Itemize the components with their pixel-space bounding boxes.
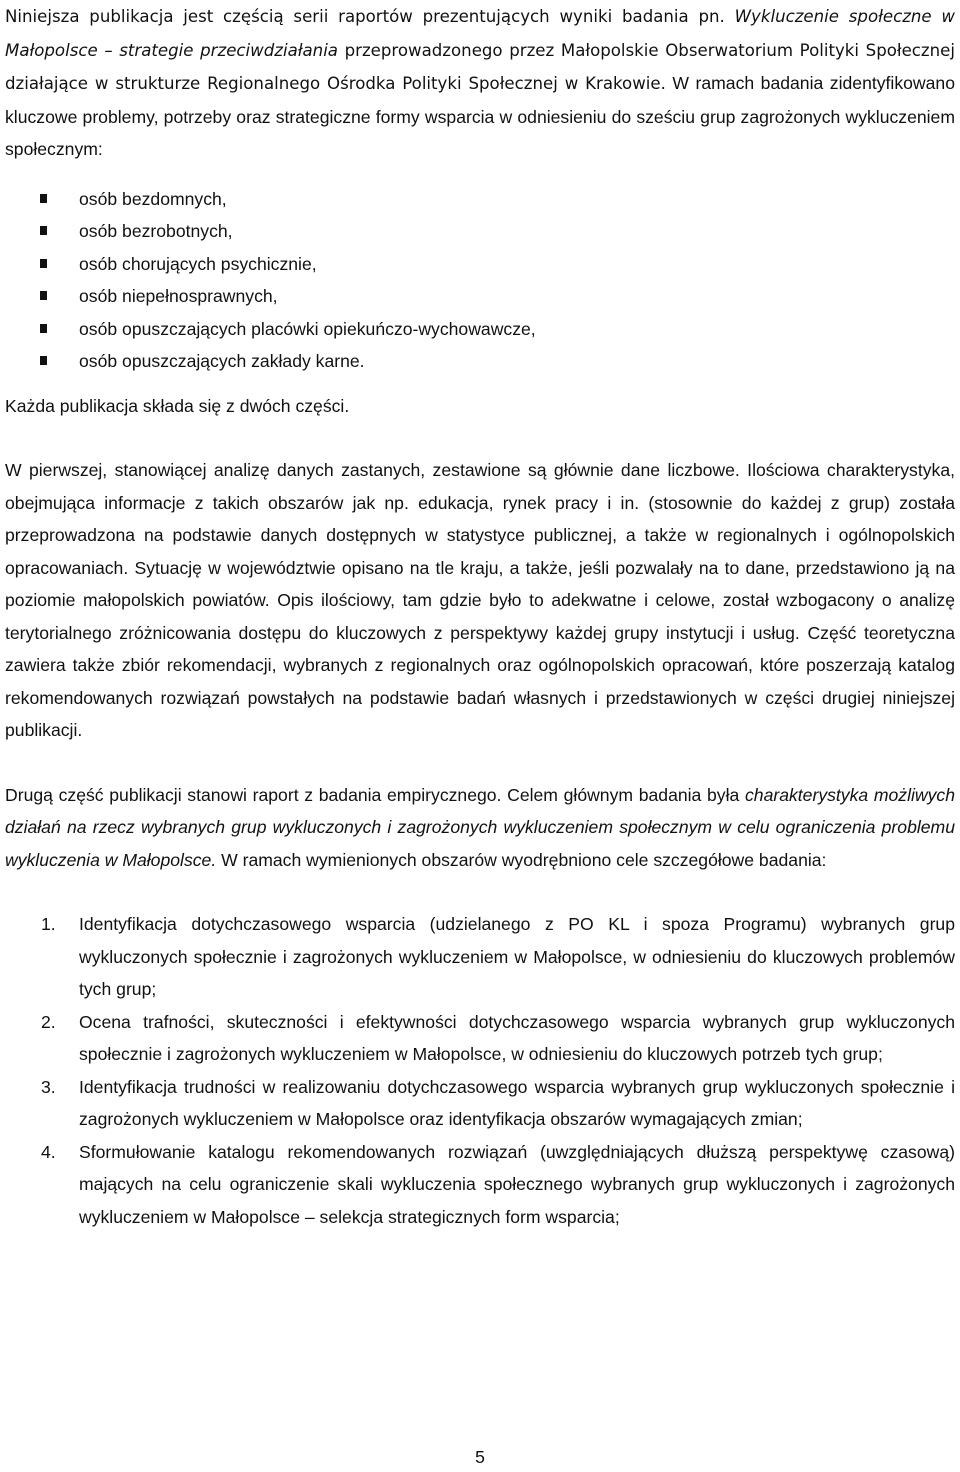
list-item: osób niepełnosprawnych, [5, 280, 955, 313]
item-number: 1. [41, 914, 56, 934]
square-bullet-icon [40, 194, 47, 203]
two-parts-paragraph: Każda publikacja składa się z dwóch części. [5, 395, 350, 416]
list-item: osób chorujących psychicznie, [5, 248, 955, 281]
groups-list [5, 183, 955, 378]
list-item: 2. Ocena trafności, skuteczności i efektywności dotychczasowego wsparcia wybranych grup wykluczonych społecznie i zagrożonych wykluczeniem w Małopolsce, w odniesieniu do kluczowych potrzeb tych grup; [5, 1006, 955, 1071]
list-item: osób bezdomnych, [5, 183, 955, 216]
second-part-tail: W ramach wymienionych obszarów wyodrębniono cele szczegółowe badania: [216, 849, 827, 870]
second-part-paragraph [5, 779, 955, 877]
main-goal: charakterystyka możliwych działań na rzecz wybranych grup wykluczonych i zagrożonych wykluczeniem społecznym w celu ograniczenia problemu wykluczenia w Małopolsce. [5, 784, 955, 870]
list-item: 3. Identyfikacja trudności w realizowaniu dotychczasowego wsparcia wybranych grup wykluczonych społecznie i zagrożonych wykluczeniem w Małopolsce oraz identyfikacja obszarów wymagających zmian; [5, 1071, 955, 1136]
page-number: 5 [475, 1447, 485, 1467]
intro-text-part3: W ramach badania zidentyfikowano kluczowe problemy, potrzeby oraz strategiczne formy wsparcia w odniesieniu do sześciu grup zagrożonych wykluczeniem społecznym: [5, 73, 955, 159]
square-bullet-icon [40, 226, 47, 235]
square-bullet-icon [40, 259, 47, 268]
item-number: 2. [41, 1011, 56, 1032]
item-number: 4. [41, 1141, 56, 1162]
item-number: 3. [41, 1076, 56, 1097]
list-item: 4. Sformułowanie katalogu rekomendowanych rozwiązań (uwzględniających dłuższą perspektywę czasową) mających na celu ograniczenie skali wykluczenia społecznego wybranych grup wykluczonych i zagrożonych wykluczeniem w Małopolsce – selekcja strategicznych form wsparcia; [5, 1136, 955, 1234]
square-bullet-icon [40, 291, 47, 300]
square-bullet-icon [40, 324, 47, 333]
intro-paragraph [5, 0, 955, 166]
intro-text-part1: Niniejsza publikacja jest częścią serii raportów prezentujących wyniki badania pn. [5, 7, 735, 26]
document-page [5, 0, 955, 1233]
list-item: osób opuszczających zakłady karne. [5, 345, 955, 378]
intro-text-part2: przeprowadzonego przez Małopolskie Obserwatorium Polityki Społecznej działające w strukturze Regionalnego Ośrodka Polityki Społecznej w Krakowie. [5, 40, 955, 93]
goals-list [5, 908, 955, 1233]
list-item: osób opuszczających placówki opiekuńczo-wychowawcze, [5, 313, 955, 346]
second-part-lead: Drugą część publikacji stanowi raport z badania empirycznego. Celem głównym badania była [5, 784, 745, 805]
square-bullet-icon [40, 356, 47, 365]
first-part-paragraph: W pierwszej, stanowiącej analizę danych zastanych, zestawione są głównie dane liczbowe. Ilościowa charakterystyka, obejmująca informacje z takich obszarów jak np. edukacja, rynek pracy i in. (stosownie do każdej z grup) została przeprowadzona na podstawie danych dostępnych w statystyce publicznej, a także w regionalnych i ogólnopolskich opracowaniach. Sytuację w województwie opisano na tle kraju, a także, jeśli pozwalały na to dane, przedstawiono ją na poziomie małopolskich powiatów. Opis ilościowy, tam gdzie było to adekwatne i celowe, został wzbogacony o analizę terytorialnego zróżnicowania dostępu do kluczowych z perspektywy każdej grupy instytucji i usług. Część teoretyczna zawiera także zbiór rekomendacji, wybranych z regionalnych oraz ogólnopolskich opracowań, które poszerzają katalog rekomendowanych rozwiązań powstałych na podstawie badań własnych i przedstawionych w części drugiej niniejszej publikacji. [5, 460, 955, 740]
study-title: Wykluczenie społeczne w Małopolsce – strategie przeciwdziałania [5, 7, 955, 60]
list-item: osób bezrobotnych, [5, 215, 955, 248]
list-item: 1. Identyfikacja dotychczasowego wsparcia (udzielanego z PO KL i spoza Programu) wybranych grup wykluczonych społecznie i zagrożonych wykluczeniem w Małopolsce, w odniesieniu do kluczowych problemów tych grup; [5, 908, 955, 1006]
